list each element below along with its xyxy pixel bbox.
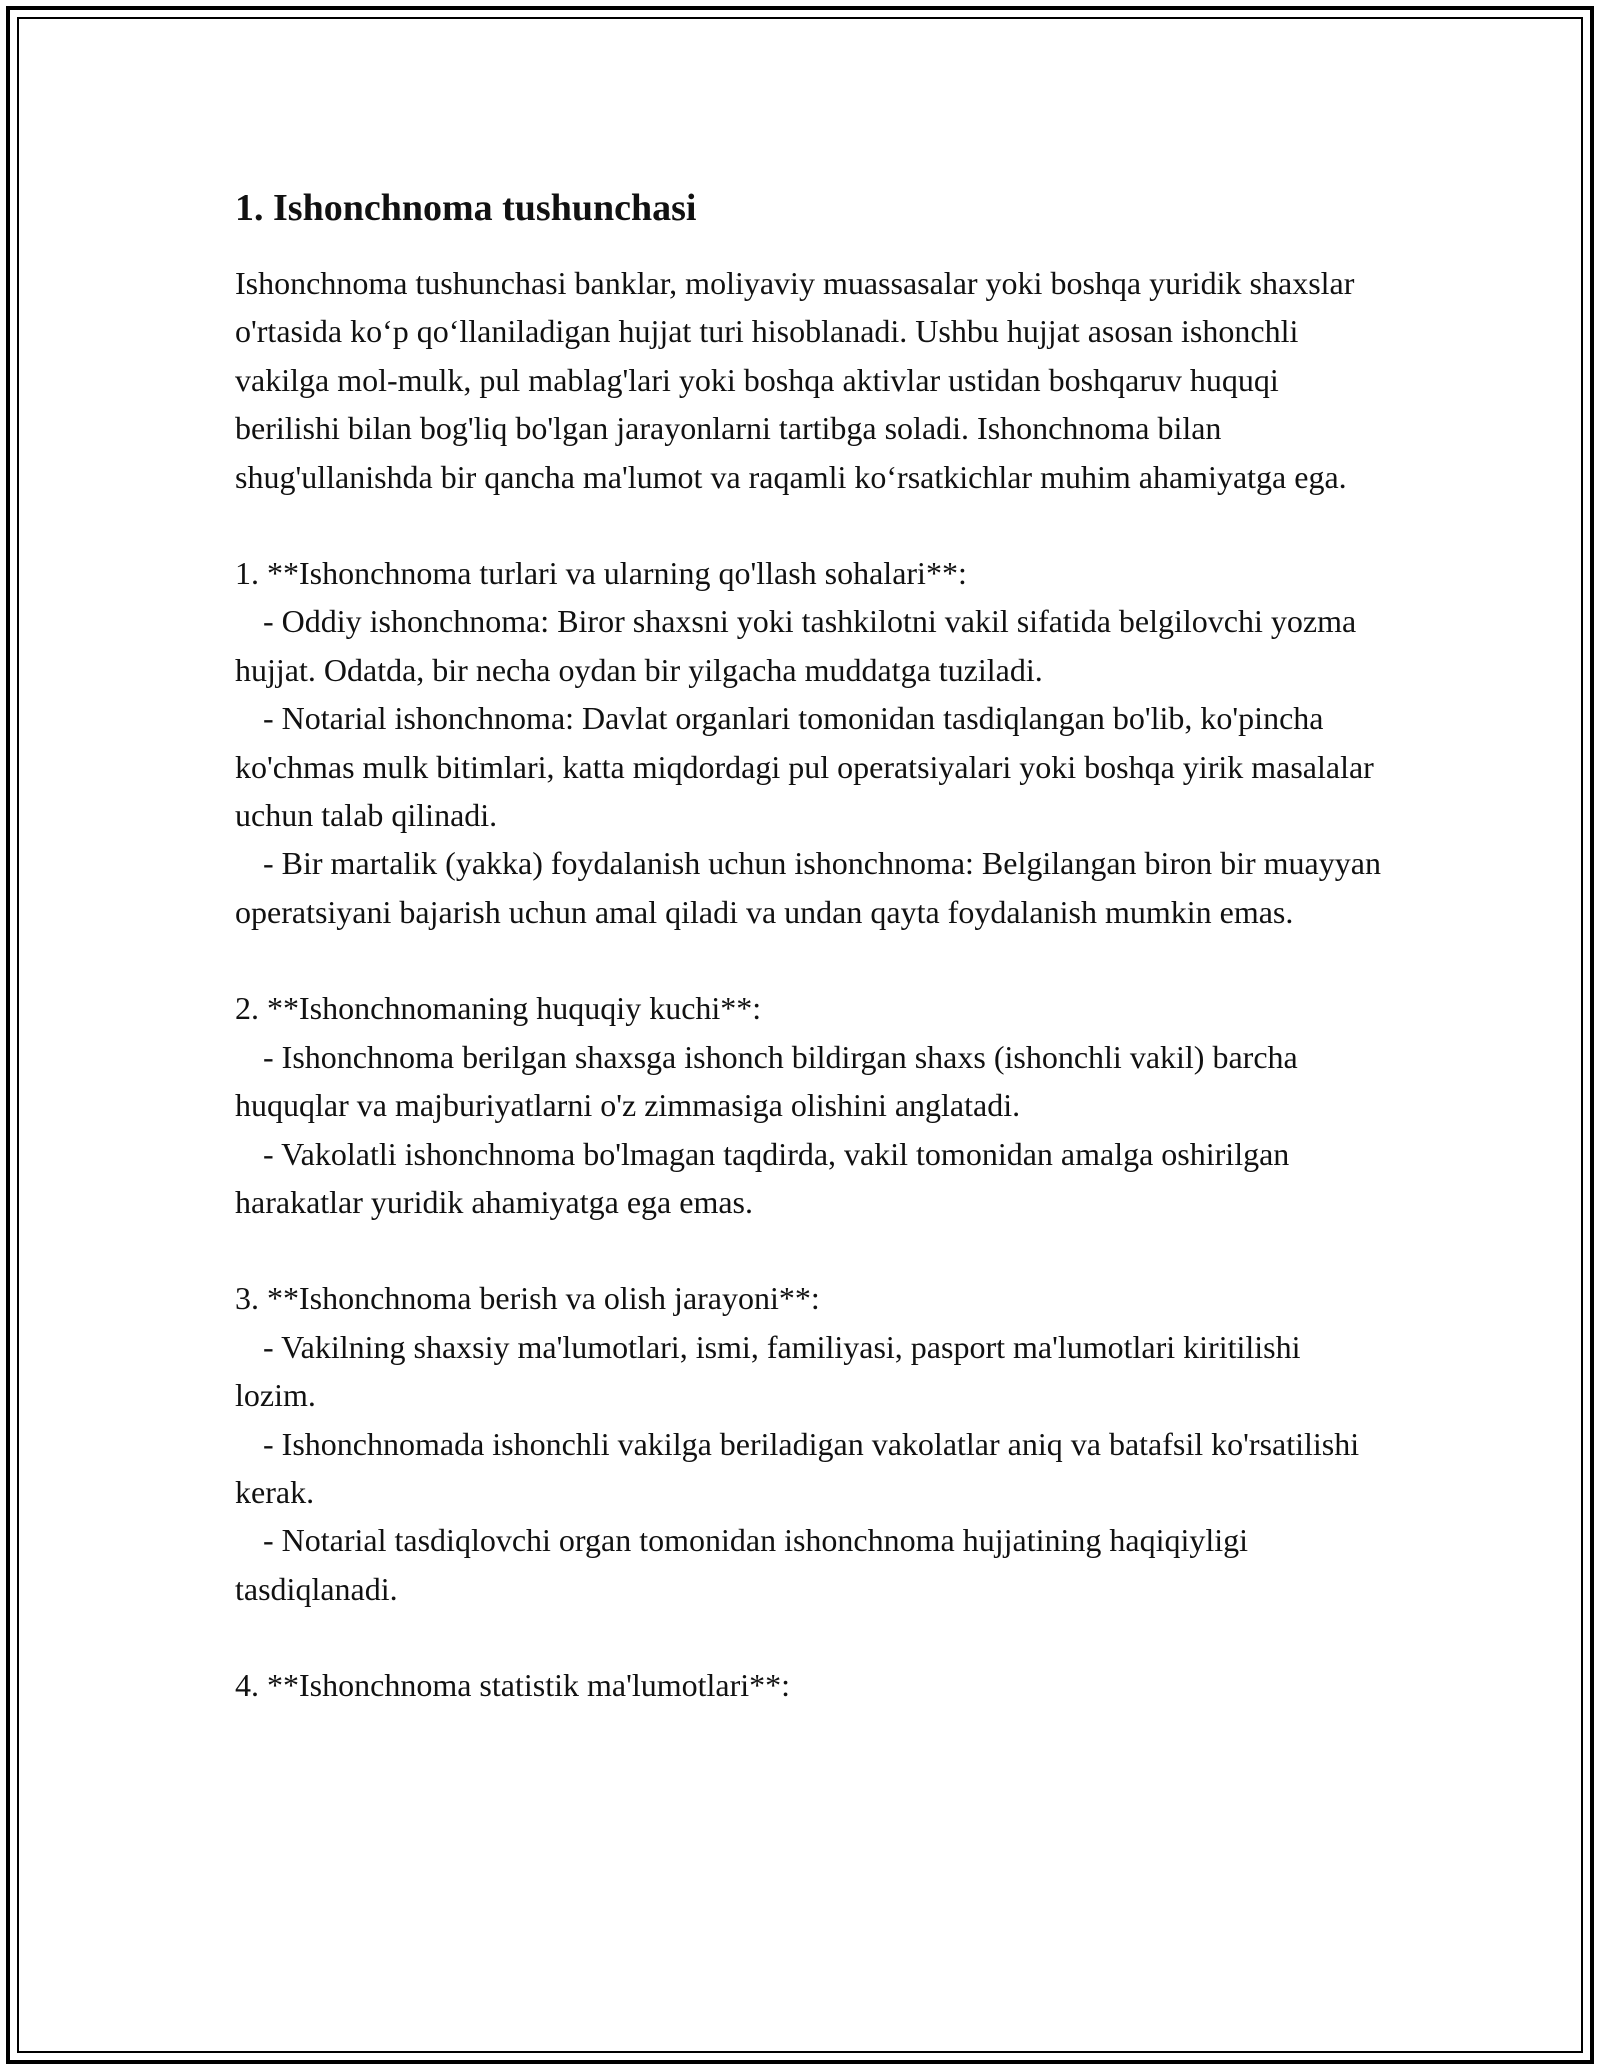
section-title: 3. **Ishonchnoma berish va olish jarayoni**: bbox=[235, 1280, 820, 1317]
section-4 bbox=[235, 1661, 1385, 1709]
list-item: - Ishonchnoma berilgan shaxsga ishonch bildirgan shaxs (ishonchli vakil) barcha huquqlar va majburiyatlarni o'z zimmasiga olishini anglatadi. bbox=[235, 1038, 1298, 1124]
list-item: - Notarial tasdiqlovchi organ tomonidan ishonchnoma hujjatining haqiqiyligi tasdiqlanadi. bbox=[235, 1522, 1249, 1607]
section-3 bbox=[235, 1274, 1385, 1613]
list-item: - Notarial ishonchnoma: Davlat organlari tomonidan tasdiqlangan bo'lib, ko'pincha ko'chmas mulk bitimlari, katta miqdordagi pul operatsiyalari yoki boshqa yirik masalalar uchun talab qilinadi. bbox=[235, 700, 1374, 834]
document-body bbox=[235, 185, 1385, 1758]
list-item: - Ishonchnomada ishonchli vakilga beriladigan vakolatlar aniq va batafsil ko'rsatilishi kerak. bbox=[235, 1425, 1360, 1510]
list-item: - Bir martalik (yakka) foydalanish uchun ishonchnoma: Belgilangan biron bir muayyan operatsiyani bajarish uchun amal qiladi va undan qayta foydalanish mumkin emas. bbox=[235, 845, 1381, 930]
list-item: - Vakolatli ishonchnoma bo'lmagan taqdirda, vakil tomonidan amalga oshirilgan harakatlar yuridik ahamiyatga ega emas. bbox=[235, 1135, 1290, 1220]
section-title: 2. **Ishonchnomaning huquqiy kuchi**: bbox=[235, 990, 762, 1027]
section-title: 4. **Ishonchnoma statistik ma'lumotlari**: bbox=[235, 1667, 791, 1704]
section-title: 1. **Ishonchnoma turlari va ularning qo'llash sohalari**: bbox=[235, 555, 967, 592]
section-2 bbox=[235, 984, 1385, 1226]
section-1 bbox=[235, 549, 1385, 936]
intro-paragraph: Ishonchnoma tushunchasi banklar, moliyaviy muassasalar yoki boshqa yuridik shaxslar o'rtasida ko‘p qo‘llaniladigan hujjat turi hisoblanadi. Ushbu hujjat asosan ishonchli vakilga mol-mulk, pul mablag'lari yoki boshqa aktivlar ustidan boshqaruv huquqi berilishi bilan bog'liq bo'lgan jarayonlarni tartibga soladi. Ishonchnoma bilan shug'ullanishda bir qancha ma'lumot va raqamli ko‘rsatkichlar muhim ahamiyatga ega. bbox=[235, 265, 1355, 495]
list-item: - Oddiy ishonchnoma: Biror shaxsni yoki tashkilotni vakil sifatida belgilovchi yozma hujjat. Odatda, bir necha oydan bir yilgacha muddatga tuziladi. bbox=[235, 603, 1357, 688]
document-heading: 1. Ishonchnoma tushunchasi bbox=[235, 187, 697, 229]
list-item: - Vakilning shaxsiy ma'lumotlari, ismi, familiyasi, pasport ma'lumotlari kiritilishi lozim. bbox=[235, 1328, 1301, 1414]
